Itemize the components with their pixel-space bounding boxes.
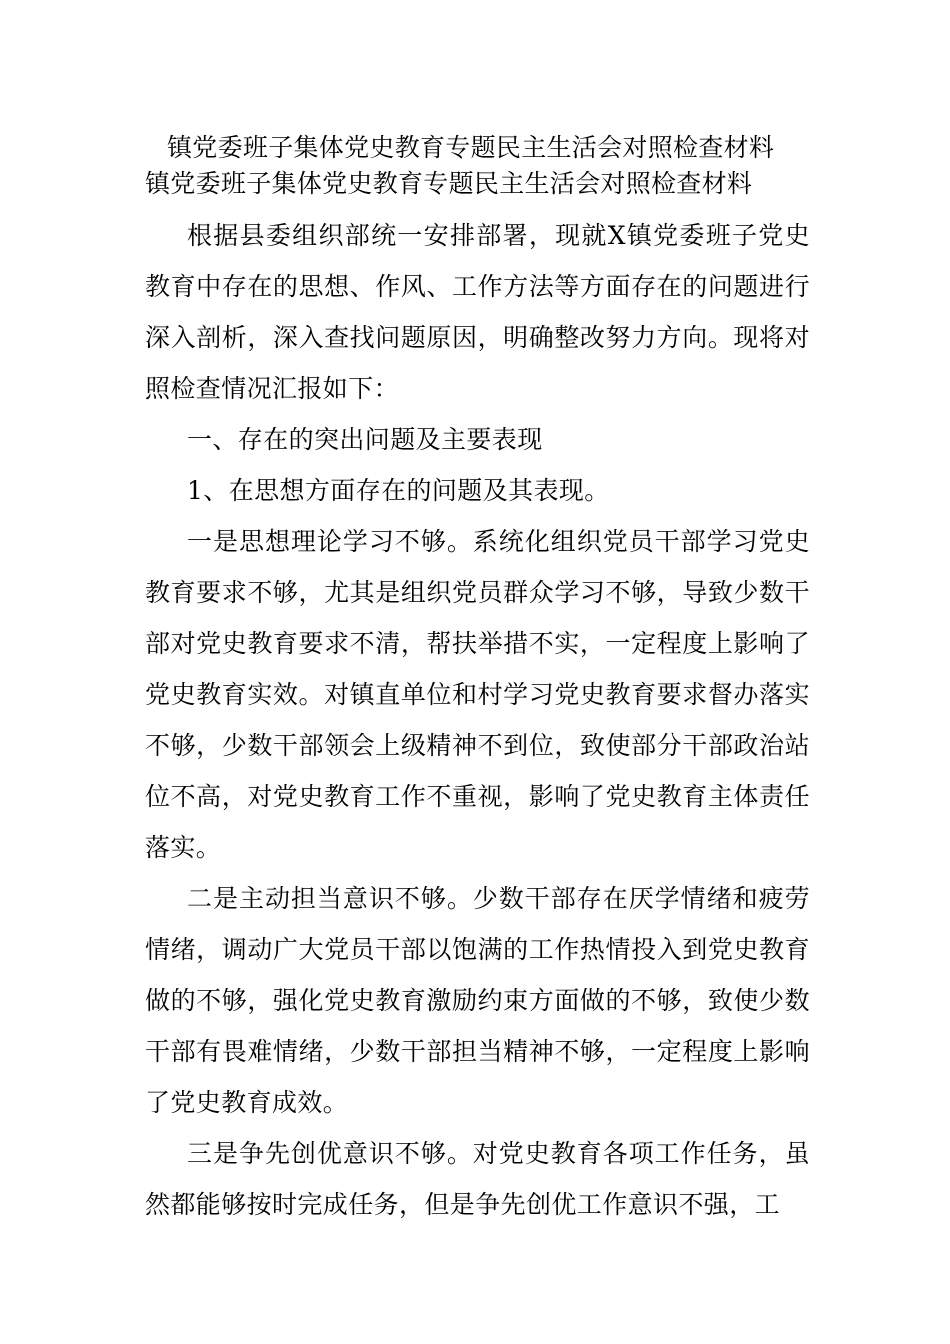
body-paragraph: 三是争先创优意识不够。对党史教育各项工作任务，虽然都能够按时完成任务，但是争先创优工作意识不强，工 — [145, 1139, 810, 1219]
document-subtitle: 镇党委班子集体党史教育专题民主生活会对照检查材料 — [145, 169, 753, 198]
section-heading: 一、存在的突出问题及主要表现 — [187, 425, 543, 454]
body-paragraph: 一是思想理论学习不够。系统化组织党员干部学习党史教育要求不够，尤其是组织党员群众学习不够，导致少数干部对党史教育要求不清，帮扶举措不实，一定程度上影响了党史教育实效。对镇直单位和村学习党史教育要求督办落实不够，少数干部领会上级精神不到位，致使部分干部政治站位不高，对党史教育工作不重视，影响了党史教育主体责任落实。 — [145, 527, 810, 862]
body-paragraph: 二是主动担当意识不够。少数干部存在厌学情绪和疲劳情绪，调动广大党员干部以饱满的工作热情投入到党史教育做的不够，强化党史教育激励约束方面做的不够，致使少数干部有畏难情绪，少数干部担当精神不够，一定程度上影响了党史教育成效。 — [145, 884, 810, 1117]
document-title: 镇党委班子集体党史教育专题民主生活会对照检查材料 — [167, 133, 775, 162]
document-body — [145, 130, 810, 1230]
intro-paragraph: 根据县委组织部统一安排部署，现就X镇党委班子党史教育中存在的思想、作风、工作方法等方面存在的问题进行深入剖析，深入查找问题原因，明确整改努力方向。现将对照检查情况汇报如下： — [145, 221, 810, 403]
subsection-heading: 1、在思想方面存在的问题及其表现。 — [187, 476, 610, 505]
